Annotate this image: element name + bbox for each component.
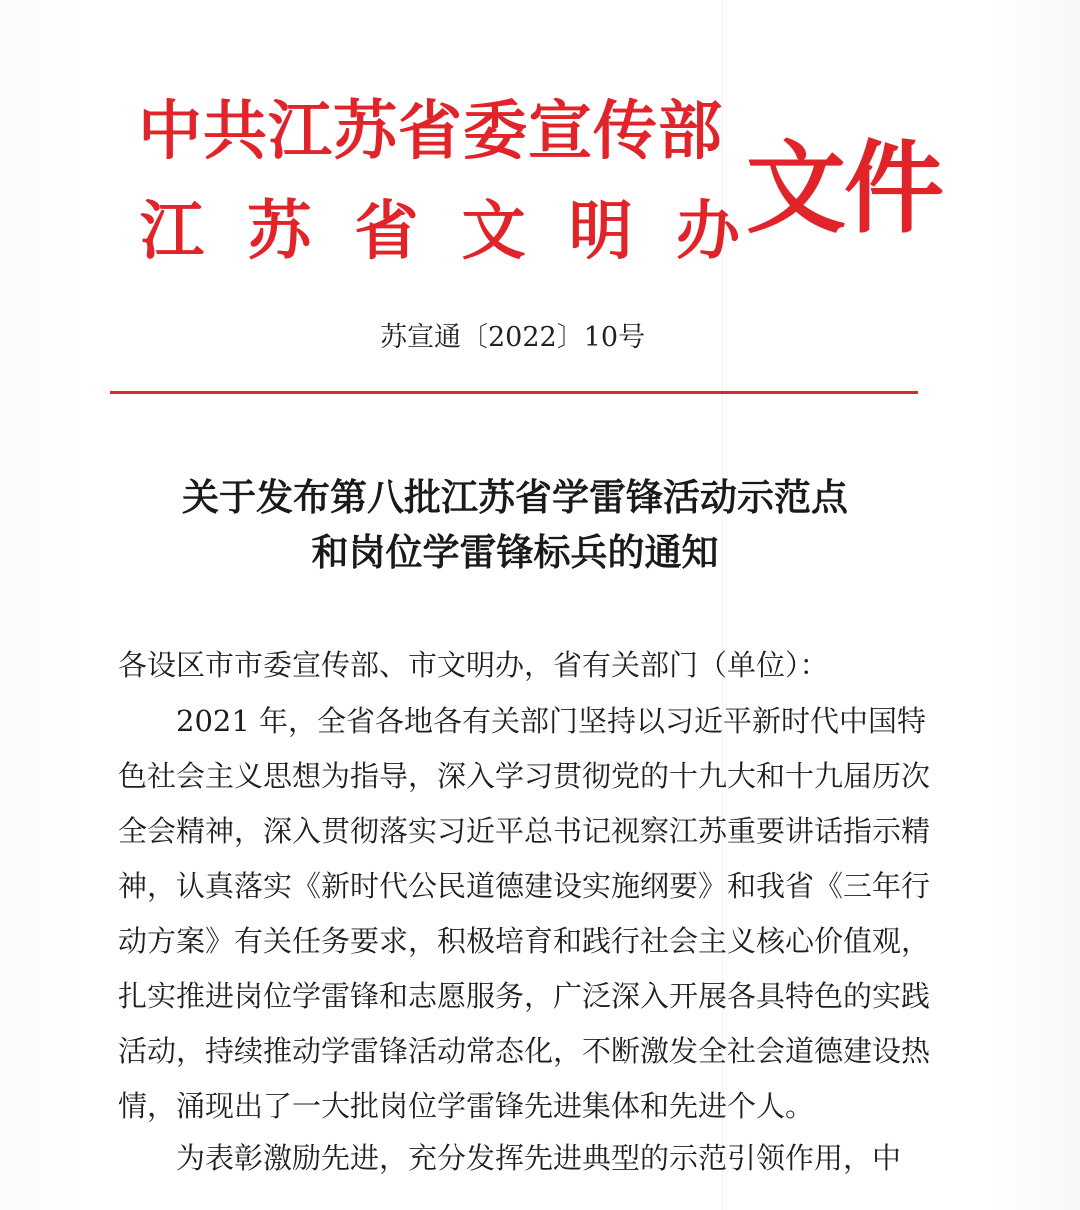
paper-fold-line: [722, 0, 723, 1210]
issuing-org-line1: 中共江苏省委宣传部: [138, 94, 723, 169]
paragraph1-line: 2021 年，全省各地各有关部门坚持以习近平新时代中国特: [176, 704, 927, 738]
paragraph1-line: 全会精神，深入贯彻落实习近平总书记视察江苏重要讲话指示精: [118, 814, 931, 848]
issuing-org-line2: [140, 188, 740, 276]
paragraph1-line: 活动，持续推动学雷锋活动常态化，不断激发全社会道德建设热: [118, 1034, 931, 1068]
paragraph1-line: 色社会主义思想为指导，深入学习贯彻党的十九大和十九届历次: [118, 759, 931, 793]
paragraph2-line: 为表彰激励先进，充分发挥先进典型的示范引领作用，中: [176, 1141, 902, 1175]
document-title-line1: 关于发布第八批江苏省学雷锋活动示范点: [182, 475, 848, 519]
document-title-line2: 和岗位学雷锋标兵的通知: [311, 530, 719, 574]
issuing-org-char: 明: [568, 194, 633, 269]
issuing-org-char: 省: [354, 194, 419, 269]
paragraph1-line: 情，涌现出了一大批岗位学雷锋先进集体和先进个人。: [118, 1089, 815, 1123]
red-separator-line: [110, 391, 918, 394]
issuing-org-char: 苏: [247, 194, 312, 269]
issuing-org-char: 办: [675, 194, 740, 269]
issuing-org-char: 文: [461, 194, 526, 269]
paper-fold-shadow: [726, 0, 727, 1210]
salutation: 各设区市市委宣传部、市文明办，省有关部门（单位）：: [118, 648, 829, 682]
paragraph1-line: 扎实推进岗位学雷锋和志愿服务，广泛深入开展各具特色的实践: [118, 979, 931, 1013]
document-number: 苏宣通〔2022〕10号: [380, 322, 646, 353]
paragraph1-line: 动方案》有关任务要求，积极培育和践行社会主义核心价值观，: [118, 924, 931, 958]
issuing-org-char: 江: [140, 194, 204, 269]
document-type-word: 文件: [746, 129, 942, 247]
paragraph1-line: 神，认真落实《新时代公民道德建设实施纲要》和我省《三年行: [118, 869, 931, 903]
